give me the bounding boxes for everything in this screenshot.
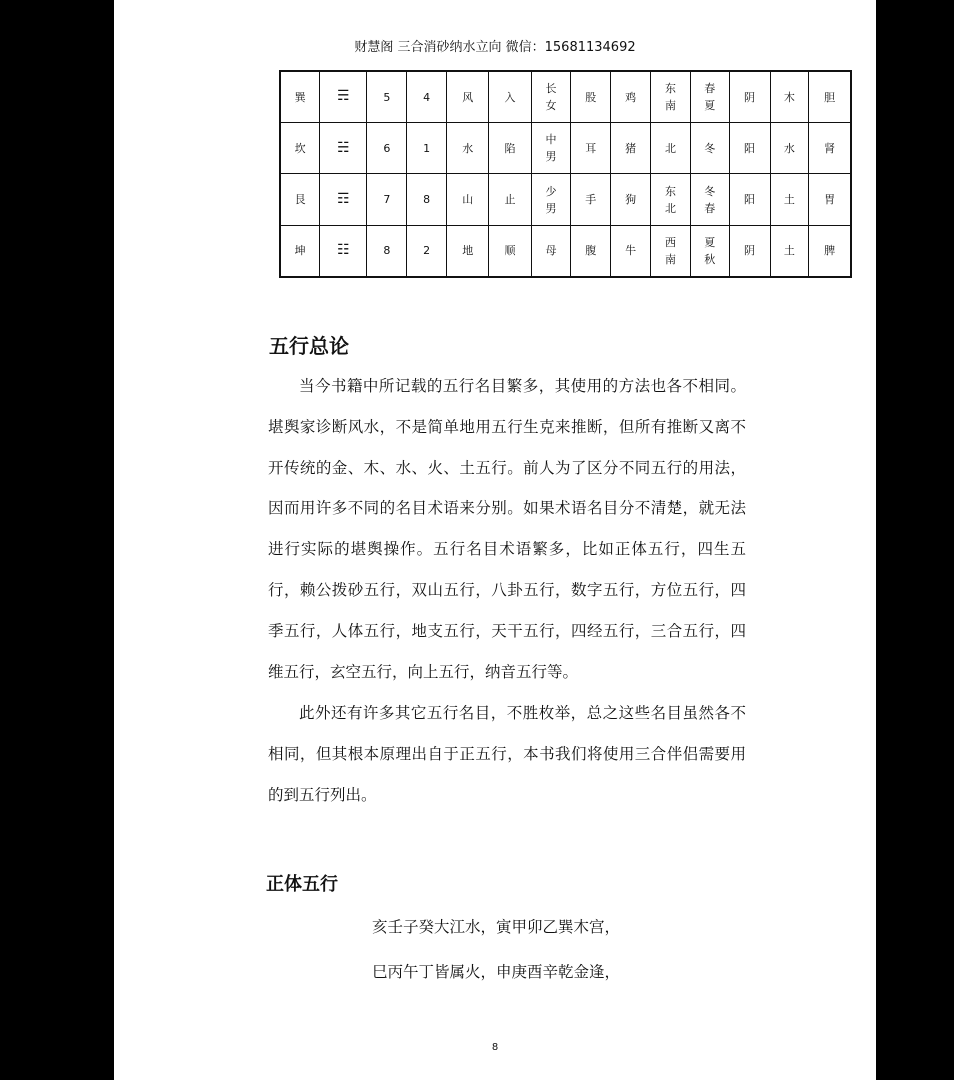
table-cell: 脾 xyxy=(809,225,851,277)
table-cell: 西 南 xyxy=(651,225,691,277)
table-cell: 水 xyxy=(770,123,809,174)
table-cell: 1 xyxy=(407,123,447,174)
table-cell: 春 夏 xyxy=(690,71,729,123)
table-cell: 阴 xyxy=(729,71,770,123)
table-cell: 狗 xyxy=(611,174,651,225)
page-number: 8 xyxy=(491,1042,499,1053)
table-cell: 牛 xyxy=(611,225,651,277)
table-cell: 冬 春 xyxy=(690,174,729,225)
trigram-table xyxy=(279,70,852,278)
table-cell: 5 xyxy=(367,71,407,123)
table-cell: 阳 xyxy=(729,174,770,225)
table-cell: 6 xyxy=(367,123,407,174)
table-cell: 腹 xyxy=(571,225,611,277)
table-cell: 冬 xyxy=(690,123,729,174)
document-page xyxy=(114,0,876,1080)
table-cell: 入 xyxy=(489,71,531,123)
table-cell: 止 xyxy=(489,174,531,225)
table-cell: 东 北 xyxy=(651,174,691,225)
page-header: 财慧阁 三合消砂纳水立向 微信：15681134692 xyxy=(354,40,636,55)
table-cell: 地 xyxy=(447,225,489,277)
table-cell: 4 xyxy=(407,71,447,123)
table-cell: 鸡 xyxy=(611,71,651,123)
table-cell: 木 xyxy=(770,71,809,123)
table-cell: 艮 xyxy=(280,174,320,225)
table-cell: 8 xyxy=(407,174,447,225)
trigram-symbol-cell: ☵ xyxy=(320,123,367,174)
table-cell: 坤 xyxy=(280,225,320,277)
table-cell: 肾 xyxy=(809,123,851,174)
table-cell: 胃 xyxy=(809,174,851,225)
table-row xyxy=(280,225,851,277)
table-cell: 中 男 xyxy=(531,123,571,174)
trigram-symbol-cell: ☶ xyxy=(320,174,367,225)
table-cell: 东 南 xyxy=(651,71,691,123)
table-cell: 猪 xyxy=(611,123,651,174)
table-cell: 2 xyxy=(407,225,447,277)
paragraph-text: 当今书籍中所记载的五行名目繁多，其使用的方法也各不相同。堪舆家诊断风水，不是简单地用五行生克来推断，但所有推断又离不开传统的金、木、水、火、土五行。前人为了区分不同五行的用法，因而用许多不同的名目术语来分别。如果术语名目分不清楚，就无法进行实际的堪舆操作。五行名目术语繁多，比如正体五行，四生五行，赖公拨砂五行，双山五行，八卦五行，数字五行，方位五行，四季五行，人体五行，地支五行，天干五行，四经五行，三合五行，四维五行，玄空五行，向上五行，纳音五行等。 xyxy=(268,377,746,681)
table-row xyxy=(280,123,851,174)
section-title: 五行总论 xyxy=(269,334,349,358)
table-cell: 7 xyxy=(367,174,407,225)
paragraph-intro xyxy=(268,366,746,692)
table-cell: 夏 秋 xyxy=(690,225,729,277)
table-cell: 母 xyxy=(531,225,571,277)
table-cell: 陷 xyxy=(489,123,531,174)
verse-line: 亥壬子癸大江水，寅甲卯乙巽木宫， xyxy=(372,918,621,936)
table-cell: 土 xyxy=(770,174,809,225)
paragraph-text: 此外还有许多其它五行名目，不胜枚举，总之这些名目虽然各不相同，但其根本原理出自于正五行，本书我们将使用三合伴侣需要用的到五行列出。 xyxy=(268,704,746,804)
table-cell: 8 xyxy=(367,225,407,277)
table-cell: 耳 xyxy=(571,123,611,174)
table-row xyxy=(280,174,851,225)
table-cell: 顺 xyxy=(489,225,531,277)
table-cell: 巽 xyxy=(280,71,320,123)
table-cell: 长 女 xyxy=(531,71,571,123)
table-row xyxy=(280,71,851,123)
table-cell: 风 xyxy=(447,71,489,123)
table-cell: 手 xyxy=(571,174,611,225)
table-cell: 股 xyxy=(571,71,611,123)
table-cell: 水 xyxy=(447,123,489,174)
trigram-symbol-cell: ☴ xyxy=(320,71,367,123)
table-cell: 山 xyxy=(447,174,489,225)
verse-line: 巳丙午丁皆属火，申庚酉辛乾金逢， xyxy=(372,963,621,981)
table-cell: 阴 xyxy=(729,225,770,277)
paragraph-conclusion xyxy=(268,693,746,815)
table-cell: 坎 xyxy=(280,123,320,174)
table-cell: 土 xyxy=(770,225,809,277)
table-cell: 阳 xyxy=(729,123,770,174)
trigram-symbol-cell: ☷ xyxy=(320,225,367,277)
table-cell: 少 男 xyxy=(531,174,571,225)
table-cell: 胆 xyxy=(809,71,851,123)
table-cell: 北 xyxy=(651,123,691,174)
subsection-title: 正体五行 xyxy=(266,874,338,895)
